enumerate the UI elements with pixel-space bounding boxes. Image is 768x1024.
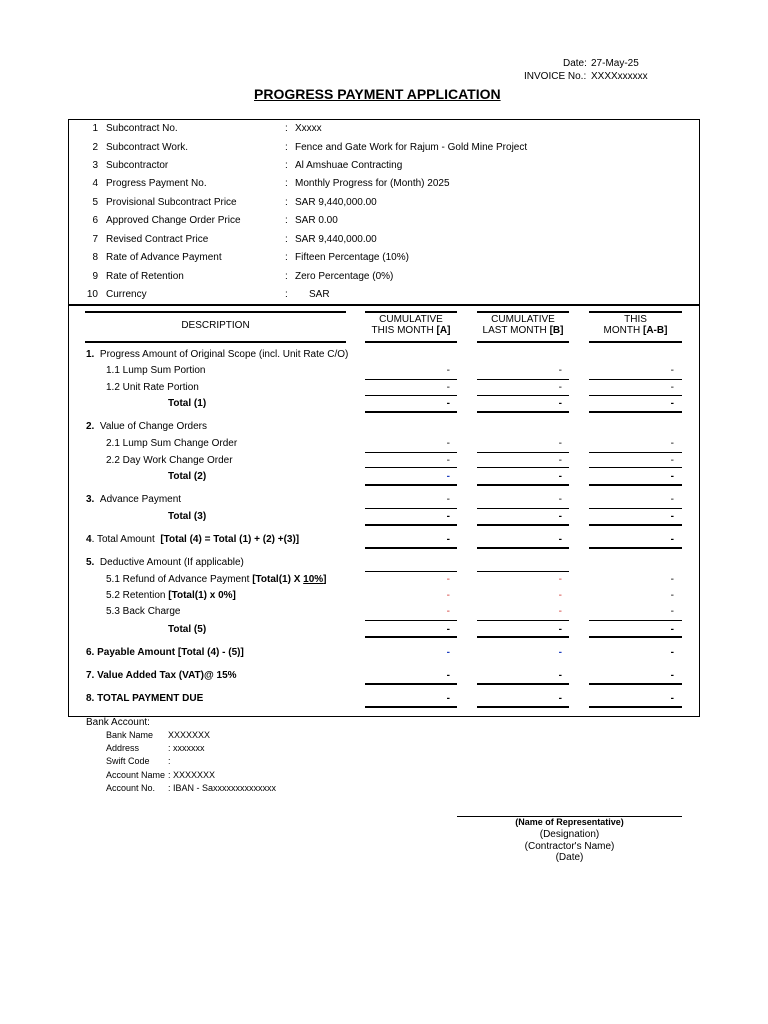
row-5-1-label xyxy=(106,574,327,585)
value-a: - xyxy=(446,574,450,585)
value-a: - xyxy=(446,606,450,617)
column-header-b-line1: CUMULATIVE xyxy=(491,314,555,325)
value-a: - xyxy=(446,511,450,522)
row-total-1-label: Total (1) xyxy=(168,398,207,409)
info-label: Rate of Retention xyxy=(106,271,184,282)
value-c: - xyxy=(670,574,674,585)
rule-a xyxy=(365,636,457,638)
date-label: Date: xyxy=(563,58,587,69)
header-rule-desc-top xyxy=(85,311,346,313)
info-colon: : xyxy=(285,178,288,189)
rule-b xyxy=(477,411,569,413)
rule-b xyxy=(477,395,569,396)
rule-c xyxy=(589,411,682,413)
account-number-value: : IBAN - Saxxxxxxxxxxxxxx xyxy=(168,783,277,793)
info-colon: : xyxy=(285,197,288,208)
value-c: - xyxy=(670,398,674,409)
rule-b xyxy=(477,571,569,572)
value-b: - xyxy=(558,670,562,681)
info-label: Progress Payment No. xyxy=(106,178,207,189)
value-c: - xyxy=(670,670,674,681)
value-a: - xyxy=(446,382,450,393)
value-b: - xyxy=(558,365,562,376)
rule-a xyxy=(365,524,457,526)
info-value: SAR xyxy=(309,289,330,300)
value-a: - xyxy=(446,494,450,505)
signature-date: (Date) xyxy=(555,852,584,863)
rule-c xyxy=(589,524,682,526)
row-total-5-label: Total (5) xyxy=(168,624,207,635)
section-4-text: . Total Amount xyxy=(91,534,155,545)
info-number: 3 xyxy=(92,160,98,171)
column-header-c-text: MONTH xyxy=(603,325,641,336)
value-c: - xyxy=(670,438,674,449)
section-1-title xyxy=(86,349,348,360)
info-value: Monthly Progress for (Month) 2025 xyxy=(295,178,450,189)
row-5-2-label xyxy=(106,590,236,601)
info-value: SAR 0.00 xyxy=(295,215,338,226)
info-value: Fifteen Percentage (10%) xyxy=(295,252,409,263)
rule-c xyxy=(589,484,682,486)
row-5-3-label: 5.3 Back Charge xyxy=(106,606,181,617)
value-a: - xyxy=(446,365,450,376)
info-value: Al Amshuae Contracting xyxy=(295,160,403,171)
value-b: - xyxy=(558,647,562,658)
info-number: 2 xyxy=(92,142,98,153)
section-5-text: Deductive Amount (If applicable) xyxy=(99,557,244,568)
info-value: Fence and Gate Work for Rajum - Gold Mine Project xyxy=(295,142,528,153)
rule-a xyxy=(365,411,457,413)
rule-a xyxy=(365,395,457,396)
section-2-text: Value of Change Orders xyxy=(99,421,208,432)
info-colon: : xyxy=(285,215,288,226)
info-value: SAR 9,440,000.00 xyxy=(295,234,377,245)
row-5-2-text: 5.2 Retention xyxy=(106,590,166,601)
header-rule-c-top xyxy=(589,311,682,313)
value-c: - xyxy=(670,511,674,522)
info-value: Zero Percentage (0%) xyxy=(295,271,394,282)
account-name-label: Account Name xyxy=(106,770,166,780)
section-5-number: 5. xyxy=(86,557,95,568)
value-c: - xyxy=(670,382,674,393)
value-b: - xyxy=(558,382,562,393)
column-header-a-tag: [A] xyxy=(436,325,451,336)
section-5-title xyxy=(86,557,244,568)
row-1-2-label: 1.2 Unit Rate Portion xyxy=(106,382,199,393)
value-b: - xyxy=(558,471,562,482)
swift-code-label: Swift Code xyxy=(106,756,150,766)
info-colon: : xyxy=(285,252,288,263)
value-a: - xyxy=(446,455,450,466)
value-a: - xyxy=(446,670,450,681)
rule-a xyxy=(365,620,457,621)
header-rule-a-top xyxy=(365,311,457,313)
rule-c xyxy=(589,452,682,453)
row-6-label: 6. Payable Amount [Total (4) - (5)] xyxy=(86,647,244,658)
value-c: - xyxy=(670,647,674,658)
section-3-text: Advance Payment xyxy=(99,494,182,505)
document-frame xyxy=(68,119,700,717)
row-8-label: 8. TOTAL PAYMENT DUE xyxy=(86,693,204,704)
info-value: Xxxxx xyxy=(295,123,322,134)
row-5-2-formula: [Total(1) x 0%] xyxy=(168,590,236,601)
invoice-value: XXXXxxxxxx xyxy=(591,71,648,82)
row-2-2-label: 2.2 Day Work Change Order xyxy=(106,455,233,466)
value-b: - xyxy=(558,534,562,545)
value-a: - xyxy=(446,471,450,482)
rule-c xyxy=(589,395,682,396)
row-total-2-label: Total (2) xyxy=(168,471,207,482)
rule-b xyxy=(477,452,569,453)
value-a: - xyxy=(446,534,450,545)
rule-b xyxy=(477,636,569,638)
invoice-label: INVOICE No.: xyxy=(524,71,587,82)
info-number: 5 xyxy=(92,197,98,208)
info-colon: : xyxy=(285,271,288,282)
rule-a xyxy=(365,706,457,708)
info-label: Subcontract No. xyxy=(106,123,178,134)
info-label: Rate of Advance Payment xyxy=(106,252,222,263)
rule-b xyxy=(477,620,569,621)
rule-b xyxy=(477,547,569,549)
rule-c xyxy=(589,683,682,685)
row-5-1-text: 5.1 Refund of Advance Payment xyxy=(106,574,250,585)
swift-code-value: : xyxy=(168,756,171,766)
column-header-b-tag: [B] xyxy=(549,325,564,336)
bank-name-label: Bank Name xyxy=(106,730,154,740)
date-value: 27-May-25 xyxy=(591,58,639,69)
value-a: - xyxy=(446,438,450,449)
address-value: : xxxxxxx xyxy=(168,743,205,753)
value-a: - xyxy=(446,693,450,704)
value-c: - xyxy=(670,494,674,505)
section-4-title xyxy=(86,534,299,545)
value-b: - xyxy=(558,455,562,466)
column-header-c-tag: [A-B] xyxy=(643,325,668,336)
address-label: Address xyxy=(106,743,140,753)
row-total-3-label: Total (3) xyxy=(168,511,207,522)
representative-name: (Name of Representative) xyxy=(515,817,624,827)
section-2-title xyxy=(86,421,207,432)
row-5-1-formula-start: [Total(1) X xyxy=(252,574,304,585)
info-divider xyxy=(68,304,700,306)
rule-c xyxy=(589,379,682,380)
rule-a xyxy=(365,571,457,572)
column-header-a-line1: CUMULATIVE xyxy=(379,314,443,325)
value-a: - xyxy=(446,647,450,658)
rule-c xyxy=(589,467,682,468)
column-header-b-text: LAST MONTH xyxy=(482,325,547,336)
value-a: - xyxy=(446,398,450,409)
column-header-c-line1: THIS xyxy=(624,314,647,325)
info-colon: : xyxy=(285,142,288,153)
value-c: - xyxy=(670,624,674,635)
info-colon: : xyxy=(285,123,288,134)
contractor-name: (Contractor's Name) xyxy=(524,841,615,852)
section-1-number: 1. xyxy=(86,349,95,360)
value-b: - xyxy=(558,574,562,585)
rule-c xyxy=(589,620,682,621)
value-a: - xyxy=(446,590,450,601)
section-3-title xyxy=(86,494,181,505)
rule-a xyxy=(365,379,457,380)
value-b: - xyxy=(558,494,562,505)
value-b: - xyxy=(558,693,562,704)
bank-name-value: XXXXXXX xyxy=(168,730,211,740)
rule-a xyxy=(365,547,457,549)
info-label: Revised Contract Price xyxy=(106,234,209,245)
info-number: 9 xyxy=(92,271,98,282)
row-1-1-label: 1.1 Lump Sum Portion xyxy=(106,365,206,376)
bank-account-title: Bank Account: xyxy=(86,717,150,728)
info-label: Subcontractor xyxy=(106,160,169,171)
row-5-1-formula-percent: 10% xyxy=(303,574,324,585)
rule-b xyxy=(477,683,569,685)
designation: (Designation) xyxy=(539,829,600,840)
header-rule-c-bottom xyxy=(589,341,682,343)
section-2-number: 2. xyxy=(86,421,95,432)
row-5-1-formula-end: ] xyxy=(323,574,327,585)
account-number-label: Account No. xyxy=(106,783,156,793)
info-number: 8 xyxy=(92,252,98,263)
rule-c xyxy=(589,508,682,509)
value-b: - xyxy=(558,438,562,449)
info-number: 1 xyxy=(92,123,98,134)
header-rule-desc-bottom xyxy=(85,341,346,343)
value-b: - xyxy=(558,606,562,617)
rule-b xyxy=(477,524,569,526)
info-colon: : xyxy=(285,289,288,300)
section-4-formula: [Total (4) = Total (1) + (2) +(3)] xyxy=(160,534,300,545)
info-number: 7 xyxy=(92,234,98,245)
column-header-b-line2 xyxy=(477,325,569,336)
rule-c xyxy=(589,636,682,638)
info-number: 10 xyxy=(86,289,98,300)
header-rule-b-bottom xyxy=(477,341,569,343)
value-c: - xyxy=(670,455,674,466)
rule-b xyxy=(477,706,569,708)
rule-a xyxy=(365,683,457,685)
row-7-label: 7. Value Added Tax (VAT)@ 15% xyxy=(86,670,237,681)
value-a: - xyxy=(446,624,450,635)
column-header-description: DESCRIPTION xyxy=(181,320,250,331)
value-c: - xyxy=(670,365,674,376)
rule-a xyxy=(365,452,457,453)
section-1-text: Progress Amount of Original Scope (incl. Unit Rate C/O) xyxy=(99,349,349,360)
rule-a xyxy=(365,467,457,468)
info-number: 4 xyxy=(92,178,98,189)
rule-b xyxy=(477,467,569,468)
rule-c xyxy=(589,706,682,708)
rule-b xyxy=(477,484,569,486)
column-header-a-line2 xyxy=(365,325,457,336)
info-label: Subcontract Work. xyxy=(106,142,189,153)
info-label: Approved Change Order Price xyxy=(106,215,241,226)
rule-a xyxy=(365,484,457,486)
value-b: - xyxy=(558,398,562,409)
column-header-c-line2 xyxy=(589,325,682,336)
section-4-number: 4 xyxy=(86,534,92,545)
info-colon: : xyxy=(285,160,288,171)
info-colon: : xyxy=(285,234,288,245)
value-c: - xyxy=(670,471,674,482)
section-3-number: 3. xyxy=(86,494,95,505)
value-c: - xyxy=(670,693,674,704)
value-c: - xyxy=(670,606,674,617)
info-number: 6 xyxy=(92,215,98,226)
value-c: - xyxy=(670,590,674,601)
rule-a xyxy=(365,508,457,509)
info-value: SAR 9,440,000.00 xyxy=(295,197,377,208)
rule-b xyxy=(477,379,569,380)
row-2-1-label: 2.1 Lump Sum Change Order xyxy=(106,438,238,449)
value-b: - xyxy=(558,590,562,601)
column-header-a-text: THIS MONTH xyxy=(371,325,434,336)
page-title: PROGRESS PAYMENT APPLICATION xyxy=(254,86,501,102)
value-b: - xyxy=(558,624,562,635)
header-rule-b-top xyxy=(477,311,569,313)
rule-b xyxy=(477,508,569,509)
info-label: Provisional Subcontract Price xyxy=(106,197,237,208)
info-label: Currency xyxy=(106,289,147,300)
header-rule-a-bottom xyxy=(365,341,457,343)
value-c: - xyxy=(670,534,674,545)
rule-c xyxy=(589,547,682,549)
account-name-value: : XXXXXXX xyxy=(168,770,216,780)
value-b: - xyxy=(558,511,562,522)
